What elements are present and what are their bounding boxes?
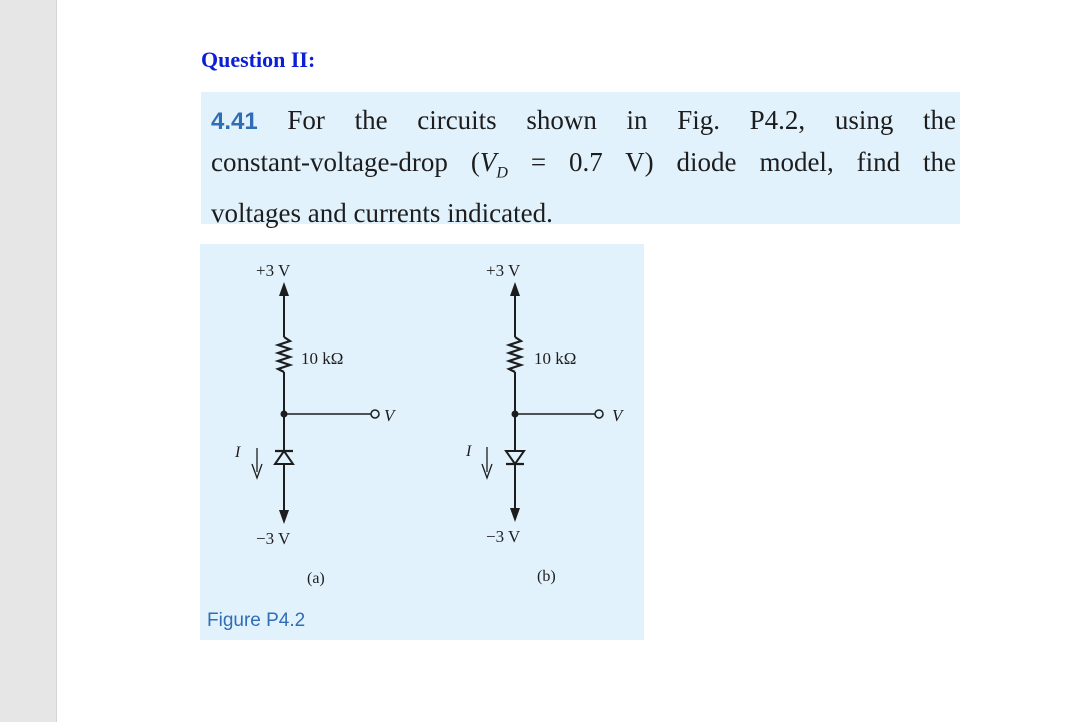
- circuit-b-node-label: V: [612, 406, 623, 425]
- circuit-a-output-terminal: [371, 410, 379, 418]
- circuit-a-label: (a): [307, 570, 325, 587]
- circuit-b-top-supply: +3 V: [486, 261, 521, 280]
- problem-line-1-text: For the circuits shown in Fig. P4.2, using the: [287, 105, 957, 135]
- circuit-a-bottom-arrow-icon: [279, 510, 289, 524]
- circuit-a-resistor-label: 10 kΩ: [301, 349, 344, 368]
- problem-line-1: [211, 100, 956, 142]
- circuit-b-current-label: I: [466, 443, 472, 460]
- circuit-b-top-arrow-icon: [510, 282, 520, 296]
- circuit-a-current-label: I: [235, 444, 241, 461]
- circuit-b-resistor-label: 10 kΩ: [534, 349, 577, 368]
- problem-line-2-post: = 0.7 V) diode model, find the: [507, 147, 956, 177]
- problem-line-3: voltages and currents indicated.: [211, 198, 553, 229]
- figure-caption: Figure P4.2: [207, 610, 306, 631]
- figure-panel: [200, 244, 644, 640]
- circuit-b-bottom-supply: −3 V: [486, 527, 521, 546]
- problem-line-2: [211, 142, 956, 193]
- circuit-b: [465, 261, 625, 585]
- problem-statement-box: [201, 92, 960, 229]
- question-heading: Question II:: [201, 47, 316, 72]
- circuit-b-output-terminal: [595, 410, 603, 418]
- circuit-b-label: (b): [537, 568, 556, 585]
- circuit-a-bottom-supply: −3 V: [256, 529, 291, 548]
- problem-text: [211, 100, 956, 233]
- problem-line-2-pre: constant-voltage-drop (: [211, 147, 480, 177]
- circuit-b-resistor-icon: [509, 337, 521, 372]
- circuit-a-top-supply: +3 V: [256, 261, 291, 280]
- problem-number: 4.41: [211, 108, 258, 135]
- circuit-b-bottom-arrow-icon: [510, 508, 520, 522]
- circuit-a-diode-icon: [275, 451, 293, 464]
- circuit-a-resistor-icon: [278, 337, 290, 372]
- circuit-b-diode-icon: [506, 451, 524, 464]
- circuit-a-top-arrow-icon: [279, 282, 289, 296]
- left-gutter: [0, 0, 57, 722]
- vd-subscript: D: [496, 164, 508, 182]
- circuit-diagrams: [200, 244, 644, 640]
- vd-symbol: V: [479, 147, 497, 177]
- circuit-a-node-label: V: [384, 406, 395, 425]
- circuit-a: [234, 261, 397, 587]
